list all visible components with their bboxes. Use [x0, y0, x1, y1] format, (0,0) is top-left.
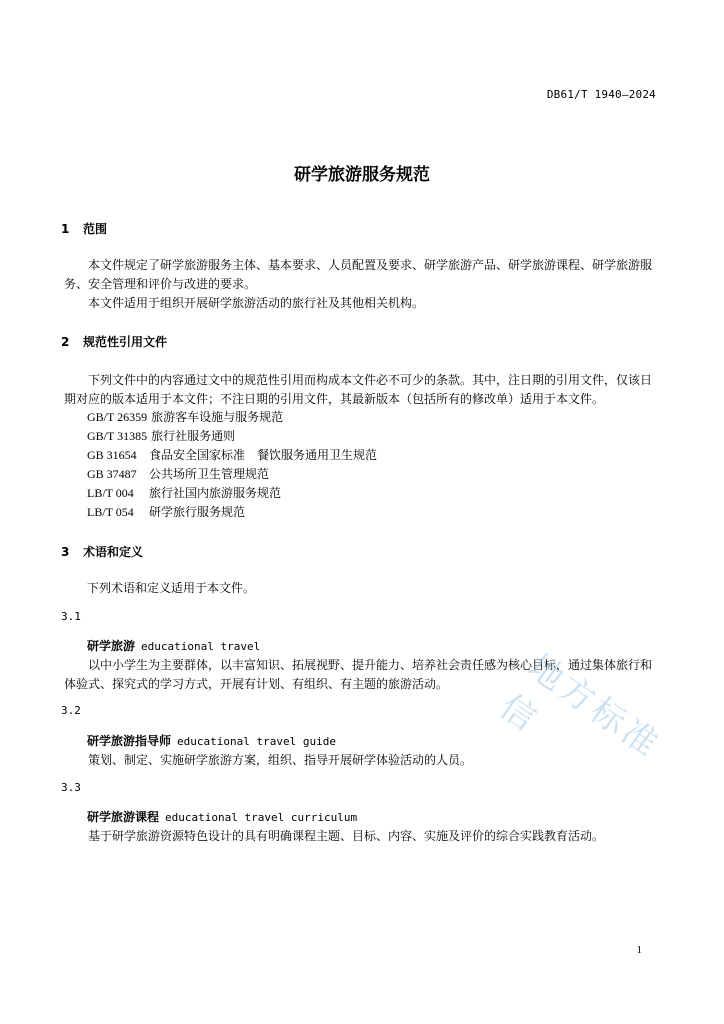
term-english: educational travel [141, 640, 261, 653]
term-chinese: 研学旅游指导师 [87, 734, 172, 748]
term-title [87, 637, 260, 654]
reference-code: GB 37487 [87, 467, 137, 481]
term-title [87, 732, 336, 749]
reference-name: 旅行社服务通则 [151, 429, 236, 443]
reference-name: 旅游客车设施与服务规范 [151, 410, 284, 424]
term-english: educational travel guide [177, 735, 336, 748]
document-title: 研学旅游服务规范 [294, 165, 430, 185]
section-2-heading [61, 333, 167, 350]
term-english: educational travel curriculum [165, 811, 358, 824]
reference-item [87, 427, 235, 444]
reference-item [87, 408, 283, 425]
reference-code: LB/T 004 [87, 486, 134, 500]
section-2-paragraph-1: 下列文件中的内容通过文中的规范性引用而构成本文件必不可少的条款。其中，注日期的引用文件，仅该日期对应的版本适用于本文件；不注日期的引用文件，其最新版本（包括所有的修改单）适用于本文件。 [64, 373, 653, 406]
reference-code: GB 31654 [87, 448, 137, 462]
section-number: 2 [61, 335, 70, 349]
section-title: 范围 [83, 222, 108, 236]
reference-item [87, 484, 281, 501]
page-number: 1 [636, 944, 642, 956]
reference-code: LB/T 054 [87, 505, 134, 519]
section-3-heading [61, 543, 143, 560]
section-1-paragraph-1: 本文件规定了研学旅游服务主体、基本要求、人员配置及要求、研学旅游产品、研学旅游课程、研学旅游服务、安全管理和评价与改进的要求。 [64, 258, 653, 291]
section-1-paragraph-2: 本文件适用于组织开展研学旅游活动的旅行社及其他相关机构。 [88, 296, 425, 310]
section-title: 规范性引用文件 [83, 335, 168, 349]
term-number: 3.3 [61, 781, 81, 794]
watermark: 地方标准信 [492, 646, 668, 767]
section-number: 1 [61, 222, 70, 236]
reference-item [87, 446, 377, 463]
reference-name: 研学旅行服务规范 [149, 505, 246, 519]
section-1-heading [61, 220, 107, 237]
term-chinese: 研学旅游课程 [87, 810, 160, 824]
section-title: 术语和定义 [83, 545, 144, 559]
reference-code: GB/T 26359 [87, 410, 148, 424]
reference-name: 食品安全国家标准 餐饮服务通用卫生规范 [149, 448, 378, 462]
term-definition: 以中小学生为主要群体，以丰富知识、拓展视野、提升能力、培养社会责任感为核心目标，通过集体旅行和体验式、探究式的学习方式，开展有计划、有组织、有主题的旅游活动。 [64, 658, 653, 691]
term-number: 3.1 [61, 610, 81, 623]
term-definition: 策划、制定、实施研学旅游方案，组织、指导开展研学体验活动的人员。 [88, 753, 473, 767]
reference-code: GB/T 31385 [87, 429, 148, 443]
term-chinese: 研学旅游 [87, 639, 136, 653]
reference-name: 旅行社国内旅游服务规范 [149, 486, 282, 500]
reference-item [87, 465, 269, 482]
term-definition: 基于研学旅游资源特色设计的具有明确课程主题、目标、内容、实施及评价的综合实践教育活动。 [88, 829, 605, 843]
standard-code: DB61/T 1940—2024 [546, 88, 656, 101]
term-title [87, 808, 357, 825]
section-number: 3 [61, 545, 70, 559]
reference-name: 公共场所卫生管理规范 [149, 467, 270, 481]
reference-item [87, 503, 245, 520]
term-number: 3.2 [61, 704, 81, 717]
section-3-intro: 下列术语和定义适用于本文件。 [87, 581, 256, 595]
